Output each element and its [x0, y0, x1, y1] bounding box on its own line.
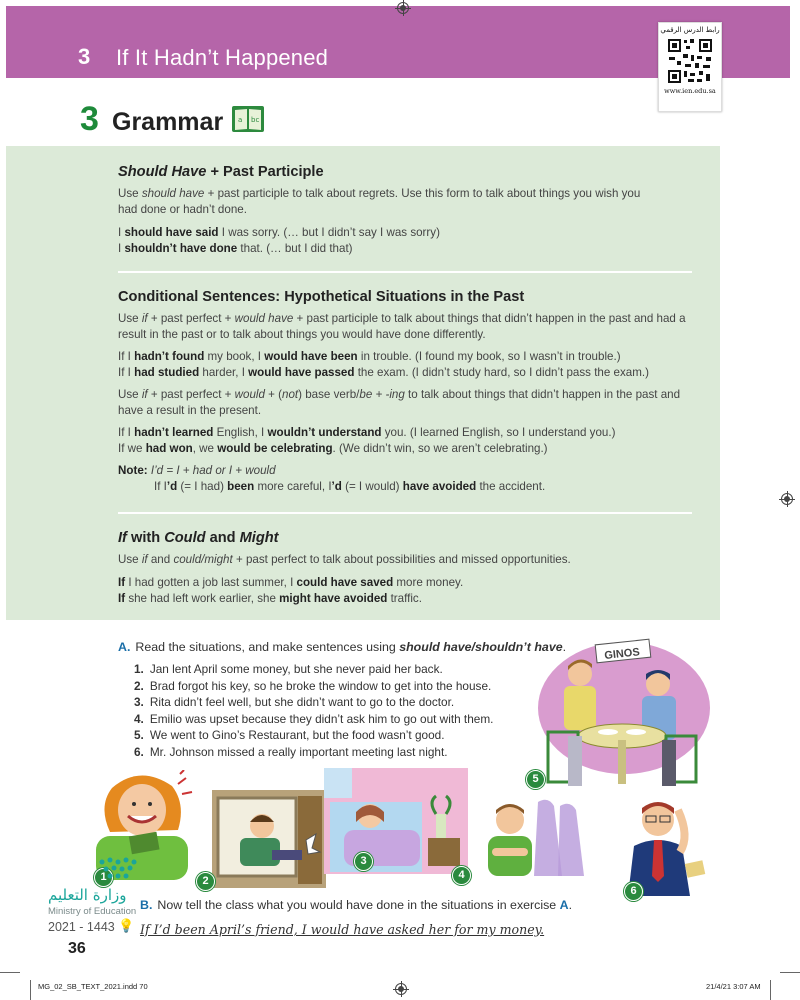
crop-line — [30, 980, 31, 1000]
list-item: 2. Brad forgot his key, so he broke the window to get into the house. — [134, 678, 492, 693]
page-number: 36 — [68, 940, 86, 957]
list-item: 4. Emilio was upset because they didn’t ask him to go out with them. — [134, 711, 494, 726]
qr-code-box[interactable] — [658, 22, 722, 112]
section-number: 3 — [80, 100, 99, 138]
unit-number: 3 — [78, 44, 91, 69]
example-line: If I had studied harder, I would have passed the exam. (I didn’t study hard, so I didn’t pass the exam.) — [118, 366, 649, 379]
list-item: 5. We went to Gino’s Restaurant, but the food wasn’t good. — [134, 728, 445, 743]
footer-date-time: 21/4/21 3:07 AM — [706, 982, 761, 991]
grammar-section-conditionals — [118, 289, 688, 495]
grammar-section-should-have — [118, 164, 688, 257]
explanation: Use if + past perfect + would have + past participle to talk about things that didn’t happen in the past and had a result in the past or to talk about things you would have done differently. — [118, 312, 686, 341]
example-line: If I hadn’t found my book, I would have been in trouble. (I found my book, so I wasn’t in trouble.) — [118, 350, 621, 363]
crop-line — [780, 972, 800, 973]
edition-year: 2021 - 1443 — [48, 920, 115, 934]
explanation: Use if + past perfect + would + (not) base verb/be + -ing to talk about things that didn’t happen in the past and have a result in the present. — [118, 388, 681, 417]
section-heading: Conditional Sentences: Hypothetical Situations in the Past — [118, 289, 525, 305]
restaurant-sign: GINOS — [603, 646, 641, 662]
divider — [118, 271, 692, 273]
divider — [118, 512, 692, 514]
grammar-section-could-might — [118, 530, 688, 607]
explanation: Use should have + past participle to talk about regrets. Use this form to talk about things you wish you had done or hadn’t done. — [118, 187, 641, 216]
svg-text:a: a — [238, 116, 243, 124]
illustration-badge: 6 — [624, 882, 643, 901]
section-heading: If with Could and Might — [118, 530, 279, 546]
illustration-sick-girl — [324, 768, 468, 874]
registration-mark-icon — [397, 2, 409, 14]
qr-url: www.ien.edu.sa — [664, 87, 716, 95]
example-line: If we had won, we would be celebrating. (We didn’t win, so we aren’t celebrating.) — [118, 442, 548, 455]
explanation: Use if and could/might + past perfect to talk about possibilities and missed opportunities. — [118, 553, 571, 566]
registration-mark-icon — [395, 983, 407, 995]
example-line: I should have said I was sorry. (… but I didn’t say I was sorry) — [118, 226, 440, 239]
crop-line — [0, 972, 20, 973]
illustration-badge: 5 — [526, 770, 545, 789]
section-title: Grammar — [112, 108, 224, 136]
exercise-b-instruction: B. Now tell the class what you would have done in the situations in exercise A. — [140, 898, 573, 912]
illustration-upset-boy — [470, 796, 590, 880]
ministry-name-english: Ministry of Education — [48, 906, 137, 917]
list-item: 1. Jan lent April some money, but she never paid her back. — [134, 662, 443, 676]
note-line: Note: I’d = I + had or I + would — [118, 464, 276, 477]
illustration-restaurant — [538, 636, 710, 796]
illustration-badge: 2 — [196, 872, 215, 891]
example-line: If I hadn’t learned English, I wouldn’t understand you. (I learned English, so I understand you.) — [118, 426, 616, 439]
crop-line — [770, 980, 771, 1000]
exercise-a-instruction: A. Read the situations, and make sentences using should have/shouldn’t have. — [118, 640, 567, 654]
qr-label: رابط الدرس الرقمي — [660, 26, 720, 34]
illustration-badge: 4 — [452, 866, 471, 885]
exercise-a-list — [134, 661, 493, 761]
illustration-badge: 1 — [94, 868, 113, 887]
footer-file-name: MG_02_SB_TEXT_2021.indd 70 — [38, 982, 148, 991]
lightbulb-icon: 💡 — [118, 918, 135, 933]
qr-code-icon — [666, 37, 714, 85]
list-item: 6. Mr. Johnson missed a really important meeting last night. — [134, 744, 448, 759]
registration-mark-icon — [781, 493, 793, 505]
section-heading: Should Have + Past Participle — [118, 164, 324, 180]
ministry-logo-icon — [96, 856, 146, 884]
unit-title: If It Hadn’t Happened — [116, 45, 329, 70]
illustration-boy-window — [212, 790, 326, 888]
svg-text:bc: bc — [251, 116, 260, 124]
note-line: If I’d (= I had) been more careful, I’d (= I would) have avoided the accident. — [154, 480, 546, 493]
example-line: If I had gotten a job last summer, I could have saved more money. — [118, 576, 464, 589]
example-line: I shouldn’t have done that. (… but I did that) — [118, 242, 353, 255]
exercise-b-example: If I’d been April’s friend, I would have asked her for my money. — [140, 922, 545, 937]
ministry-name-arabic: وزارة التعليم — [48, 886, 127, 904]
book-icon — [231, 104, 265, 134]
illustration-badge: 3 — [354, 852, 373, 871]
example-line: If she had left work earlier, she might have avoided traffic. — [118, 592, 422, 605]
list-item: 3. Rita didn’t feel well, but she didn’t want to go to the doctor. — [134, 695, 455, 710]
